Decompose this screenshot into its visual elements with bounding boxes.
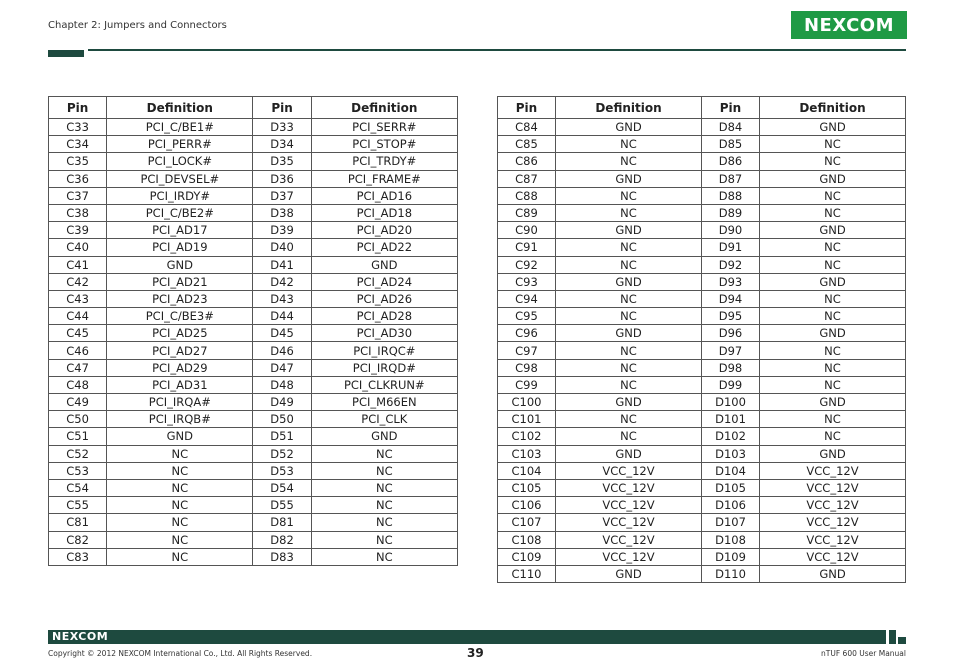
definition-cell: PCI_AD28 <box>311 308 457 325</box>
table-row <box>49 411 458 428</box>
definition-cell: PCI_CLKRUN# <box>311 376 457 393</box>
definition-cell: PCI_C/BE2# <box>107 204 253 221</box>
definition-cell: NC <box>556 256 702 273</box>
definition-cell: VCC_12V <box>760 497 906 514</box>
definition-cell: NC <box>107 514 253 531</box>
table-row <box>498 308 906 325</box>
definition-cell: PCI_AD30 <box>311 325 457 342</box>
definition-cell: NC <box>760 359 906 376</box>
table-row <box>49 256 458 273</box>
definition-cell: GND <box>760 394 906 411</box>
definition-cell: NC <box>556 239 702 256</box>
pin-cell: D109 <box>702 548 760 565</box>
table-row <box>498 565 906 582</box>
pin-cell: D42 <box>253 273 311 290</box>
pin-cell: D94 <box>702 290 760 307</box>
table-row <box>498 290 906 307</box>
definition-cell: VCC_12V <box>760 548 906 565</box>
pin-cell: D110 <box>702 565 760 582</box>
table-row <box>49 462 458 479</box>
logo-text: NEXCOM <box>803 14 895 36</box>
table-row <box>49 514 458 531</box>
pin-cell: D49 <box>253 394 311 411</box>
table-row <box>49 187 458 204</box>
pin-cell: D53 <box>253 462 311 479</box>
pin-cell: C47 <box>49 359 107 376</box>
pin-cell: C87 <box>498 170 556 187</box>
table-row <box>49 119 458 136</box>
definition-cell: PCI_DEVSEL# <box>107 170 253 187</box>
definition-cell: PCI_STOP# <box>311 136 457 153</box>
table-row <box>49 170 458 187</box>
table-row <box>49 273 458 290</box>
table-row <box>49 497 458 514</box>
definition-cell: GND <box>107 428 253 445</box>
pin-cell: C93 <box>498 273 556 290</box>
definition-cell: GND <box>760 119 906 136</box>
pin-cell: D38 <box>253 204 311 221</box>
table-row <box>498 359 906 376</box>
pin-cell: C52 <box>49 445 107 462</box>
definition-cell: PCI_FRAME# <box>311 170 457 187</box>
table-row <box>49 239 458 256</box>
pin-cell: C44 <box>49 308 107 325</box>
pin-cell: D98 <box>702 359 760 376</box>
definition-cell: GND <box>556 222 702 239</box>
definition-cell: VCC_12V <box>760 462 906 479</box>
table-row <box>49 136 458 153</box>
table-row <box>49 290 458 307</box>
definition-cell: VCC_12V <box>760 514 906 531</box>
table-row <box>498 204 906 221</box>
definition-cell: NC <box>107 462 253 479</box>
chapter-title: Chapter 2: Jumpers and Connectors <box>48 20 227 31</box>
definition-cell: GND <box>760 565 906 582</box>
pin-cell: D55 <box>253 497 311 514</box>
table-row <box>498 479 906 496</box>
definition-cell: GND <box>311 256 457 273</box>
definition-cell: VCC_12V <box>556 479 702 496</box>
definition-cell: PCI_AD26 <box>311 290 457 307</box>
definition-cell: PCI_AD24 <box>311 273 457 290</box>
definition-cell: NC <box>760 187 906 204</box>
definition-cell: GND <box>556 119 702 136</box>
pin-cell: C108 <box>498 531 556 548</box>
pin-cell: C42 <box>49 273 107 290</box>
definition-cell: PCI_C/BE1# <box>107 119 253 136</box>
pin-cell: C95 <box>498 308 556 325</box>
table-row <box>498 514 906 531</box>
table-row <box>49 428 458 445</box>
definition-cell: NC <box>760 308 906 325</box>
table-row <box>49 308 458 325</box>
footer-logo: NEXCOM <box>52 630 109 643</box>
definition-cell: NC <box>760 428 906 445</box>
definition-cell: PCI_AD19 <box>107 239 253 256</box>
pin-cell: C96 <box>498 325 556 342</box>
pin-cell: D106 <box>702 497 760 514</box>
definition-cell: GND <box>556 273 702 290</box>
definition-cell: NC <box>760 256 906 273</box>
pin-cell: C39 <box>49 222 107 239</box>
pin-cell: D83 <box>253 548 311 565</box>
definition-cell: NC <box>760 204 906 221</box>
table-row <box>498 462 906 479</box>
definition-cell: PCI_AD18 <box>311 204 457 221</box>
definition-cell: PCI_TRDY# <box>311 153 457 170</box>
definition-cell: GND <box>760 222 906 239</box>
definition-cell: PCI_AD16 <box>311 187 457 204</box>
pin-cell: D48 <box>253 376 311 393</box>
pin-header: Pin <box>498 97 556 119</box>
table-row <box>498 136 906 153</box>
definition-cell: NC <box>107 479 253 496</box>
table-header-row <box>49 97 458 119</box>
table-row <box>498 445 906 462</box>
pin-cell: C51 <box>49 428 107 445</box>
definition-cell: GND <box>556 325 702 342</box>
definition-header: Definition <box>107 97 253 119</box>
definition-cell: NC <box>311 462 457 479</box>
table-row <box>498 153 906 170</box>
definition-cell: PCI_AD23 <box>107 290 253 307</box>
pin-cell: C107 <box>498 514 556 531</box>
pin-cell: D104 <box>702 462 760 479</box>
table-row <box>49 153 458 170</box>
pin-cell: C98 <box>498 359 556 376</box>
table-row <box>498 411 906 428</box>
pin-cell: C110 <box>498 565 556 582</box>
definition-cell: VCC_12V <box>556 462 702 479</box>
pin-cell: C84 <box>498 119 556 136</box>
table-header-row <box>498 97 906 119</box>
table-row <box>49 479 458 496</box>
pin-cell: D90 <box>702 222 760 239</box>
table-row <box>49 394 458 411</box>
pin-cell: C90 <box>498 222 556 239</box>
pin-cell: C85 <box>498 136 556 153</box>
definition-cell: PCI_C/BE3# <box>107 308 253 325</box>
pin-cell: C53 <box>49 462 107 479</box>
pin-cell: D91 <box>702 239 760 256</box>
pin-cell: D93 <box>702 273 760 290</box>
pin-cell: D51 <box>253 428 311 445</box>
page-number: 39 <box>467 646 484 660</box>
definition-cell: NC <box>556 136 702 153</box>
table-row <box>49 531 458 548</box>
definition-cell: NC <box>556 290 702 307</box>
definition-cell: GND <box>556 170 702 187</box>
pin-cell: D85 <box>702 136 760 153</box>
pin-cell: D81 <box>253 514 311 531</box>
pin-cell: C92 <box>498 256 556 273</box>
definition-cell: NC <box>556 342 702 359</box>
definition-cell: PCI_AD17 <box>107 222 253 239</box>
pin-cell: D39 <box>253 222 311 239</box>
table-row <box>49 204 458 221</box>
pin-cell: C41 <box>49 256 107 273</box>
definition-cell: PCI_AD20 <box>311 222 457 239</box>
pin-cell: D84 <box>702 119 760 136</box>
table-row <box>498 376 906 393</box>
definition-cell: NC <box>556 428 702 445</box>
copyright-text: Copyright © 2012 NEXCOM International Co., Ltd. All Rights Reserved. <box>48 649 313 658</box>
definition-cell: NC <box>311 548 457 565</box>
pin-cell: D45 <box>253 325 311 342</box>
pin-cell: D41 <box>253 256 311 273</box>
pin-cell: D40 <box>253 239 311 256</box>
table-row <box>498 170 906 187</box>
pin-cell: C48 <box>49 376 107 393</box>
pin-cell: C40 <box>49 239 107 256</box>
pin-cell: C46 <box>49 342 107 359</box>
definition-cell: PCI_IRQA# <box>107 394 253 411</box>
pin-header: Pin <box>253 97 311 119</box>
definition-cell: NC <box>311 531 457 548</box>
definition-cell: NC <box>107 531 253 548</box>
pin-cell: C49 <box>49 394 107 411</box>
table-row <box>49 359 458 376</box>
pin-cell: D34 <box>253 136 311 153</box>
definition-cell: PCI_AD29 <box>107 359 253 376</box>
pin-table-right <box>497 96 906 583</box>
pin-cell: C89 <box>498 204 556 221</box>
pin-cell: C54 <box>49 479 107 496</box>
pin-cell: C34 <box>49 136 107 153</box>
definition-cell: GND <box>760 445 906 462</box>
pin-cell: D99 <box>702 376 760 393</box>
definition-header: Definition <box>311 97 457 119</box>
header-divider <box>88 49 906 51</box>
definition-cell: VCC_12V <box>760 479 906 496</box>
definition-cell: NC <box>760 153 906 170</box>
pin-cell: D46 <box>253 342 311 359</box>
pin-cell: C55 <box>49 497 107 514</box>
pin-table-left <box>48 96 458 566</box>
pin-cell: C106 <box>498 497 556 514</box>
definition-cell: NC <box>556 187 702 204</box>
pin-cell: D105 <box>702 479 760 496</box>
definition-cell: PCI_LOCK# <box>107 153 253 170</box>
pin-cell: C43 <box>49 290 107 307</box>
table-row <box>498 239 906 256</box>
pin-cell: C86 <box>498 153 556 170</box>
definition-cell: NC <box>760 342 906 359</box>
pin-cell: D37 <box>253 187 311 204</box>
header-accent-bar <box>48 50 84 57</box>
definition-cell: VCC_12V <box>760 531 906 548</box>
definition-cell: NC <box>311 514 457 531</box>
definition-cell: GND <box>556 565 702 582</box>
table-row <box>49 548 458 565</box>
pin-cell: D92 <box>702 256 760 273</box>
pin-cell: D96 <box>702 325 760 342</box>
table-row <box>49 342 458 359</box>
pin-cell: C81 <box>49 514 107 531</box>
table-row <box>49 325 458 342</box>
definition-cell: NC <box>760 411 906 428</box>
definition-cell: NC <box>556 204 702 221</box>
definition-cell: PCI_PERR# <box>107 136 253 153</box>
pin-cell: C35 <box>49 153 107 170</box>
pin-cell: C94 <box>498 290 556 307</box>
pin-cell: C103 <box>498 445 556 462</box>
footer-squares-icon <box>889 630 906 644</box>
pin-cell: D97 <box>702 342 760 359</box>
pin-cell: C50 <box>49 411 107 428</box>
pin-cell: D103 <box>702 445 760 462</box>
definition-cell: NC <box>556 308 702 325</box>
pin-cell: C88 <box>498 187 556 204</box>
definition-cell: GND <box>107 256 253 273</box>
pin-cell: C109 <box>498 548 556 565</box>
pin-cell: D89 <box>702 204 760 221</box>
pin-cell: C102 <box>498 428 556 445</box>
nexcom-logo <box>791 11 907 39</box>
definition-header: Definition <box>556 97 702 119</box>
definition-cell: PCI_AD21 <box>107 273 253 290</box>
table-row <box>49 222 458 239</box>
definition-cell: NC <box>760 136 906 153</box>
definition-cell: NC <box>556 153 702 170</box>
pin-cell: D36 <box>253 170 311 187</box>
definition-cell: GND <box>311 428 457 445</box>
pin-cell: D100 <box>702 394 760 411</box>
pin-cell: C33 <box>49 119 107 136</box>
pin-cell: C97 <box>498 342 556 359</box>
definition-cell: NC <box>556 359 702 376</box>
table-row <box>498 394 906 411</box>
definition-cell: VCC_12V <box>556 548 702 565</box>
definition-cell: NC <box>107 548 253 565</box>
pin-cell: D107 <box>702 514 760 531</box>
table-row <box>49 445 458 462</box>
table-row <box>49 376 458 393</box>
definition-cell: GND <box>556 394 702 411</box>
definition-cell: PCI_AD27 <box>107 342 253 359</box>
pin-header: Pin <box>702 97 760 119</box>
pin-cell: C37 <box>49 187 107 204</box>
pin-cell: C99 <box>498 376 556 393</box>
definition-cell: NC <box>311 479 457 496</box>
pin-cell: D101 <box>702 411 760 428</box>
pin-cell: D102 <box>702 428 760 445</box>
definition-cell: PCI_AD25 <box>107 325 253 342</box>
definition-cell: GND <box>760 170 906 187</box>
definition-cell: NC <box>311 445 457 462</box>
table-row <box>498 531 906 548</box>
table-row <box>498 497 906 514</box>
definition-cell: VCC_12V <box>556 514 702 531</box>
table-row <box>498 342 906 359</box>
pin-cell: C82 <box>49 531 107 548</box>
table-row <box>498 256 906 273</box>
definition-cell: NC <box>760 239 906 256</box>
pin-cell: C100 <box>498 394 556 411</box>
table-row <box>498 187 906 204</box>
pin-cell: D50 <box>253 411 311 428</box>
definition-cell: NC <box>760 290 906 307</box>
definition-cell: VCC_12V <box>556 531 702 548</box>
definition-cell: NC <box>311 497 457 514</box>
table-row <box>498 428 906 445</box>
definition-cell: NC <box>556 376 702 393</box>
definition-cell: PCI_CLK <box>311 411 457 428</box>
definition-cell: PCI_M66EN <box>311 394 457 411</box>
pin-cell: D44 <box>253 308 311 325</box>
definition-cell: PCI_IRDY# <box>107 187 253 204</box>
pin-cell: D82 <box>253 531 311 548</box>
pin-cell: C101 <box>498 411 556 428</box>
pin-cell: D54 <box>253 479 311 496</box>
definition-cell: PCI_IRQD# <box>311 359 457 376</box>
pin-cell: C36 <box>49 170 107 187</box>
table-row <box>498 548 906 565</box>
definition-cell: PCI_IRQB# <box>107 411 253 428</box>
definition-cell: PCI_SERR# <box>311 119 457 136</box>
definition-cell: GND <box>760 325 906 342</box>
pin-cell: C83 <box>49 548 107 565</box>
pin-cell: D33 <box>253 119 311 136</box>
definition-cell: NC <box>760 376 906 393</box>
definition-cell: PCI_AD22 <box>311 239 457 256</box>
pin-cell: D43 <box>253 290 311 307</box>
pin-cell: D35 <box>253 153 311 170</box>
pin-cell: C45 <box>49 325 107 342</box>
table-row <box>498 222 906 239</box>
pin-cell: D47 <box>253 359 311 376</box>
definition-cell: NC <box>107 497 253 514</box>
pin-cell: D88 <box>702 187 760 204</box>
pin-cell: D87 <box>702 170 760 187</box>
definition-cell: PCI_IRQC# <box>311 342 457 359</box>
pin-cell: D108 <box>702 531 760 548</box>
pin-cell: C105 <box>498 479 556 496</box>
definition-cell: NC <box>107 445 253 462</box>
definition-cell: GND <box>760 273 906 290</box>
table-row <box>498 273 906 290</box>
pin-cell: D95 <box>702 308 760 325</box>
definition-cell: NC <box>556 411 702 428</box>
pin-cell: D86 <box>702 153 760 170</box>
pin-header: Pin <box>49 97 107 119</box>
pin-cell: D52 <box>253 445 311 462</box>
pin-cell: C91 <box>498 239 556 256</box>
pin-cell: C38 <box>49 204 107 221</box>
table-row <box>498 325 906 342</box>
definition-cell: PCI_AD31 <box>107 376 253 393</box>
pin-cell: C104 <box>498 462 556 479</box>
definition-header: Definition <box>760 97 906 119</box>
table-row <box>498 119 906 136</box>
definition-cell: VCC_12V <box>556 497 702 514</box>
definition-cell: GND <box>556 445 702 462</box>
footer-bar <box>48 630 886 644</box>
manual-title: nTUF 600 User Manual <box>821 649 906 658</box>
